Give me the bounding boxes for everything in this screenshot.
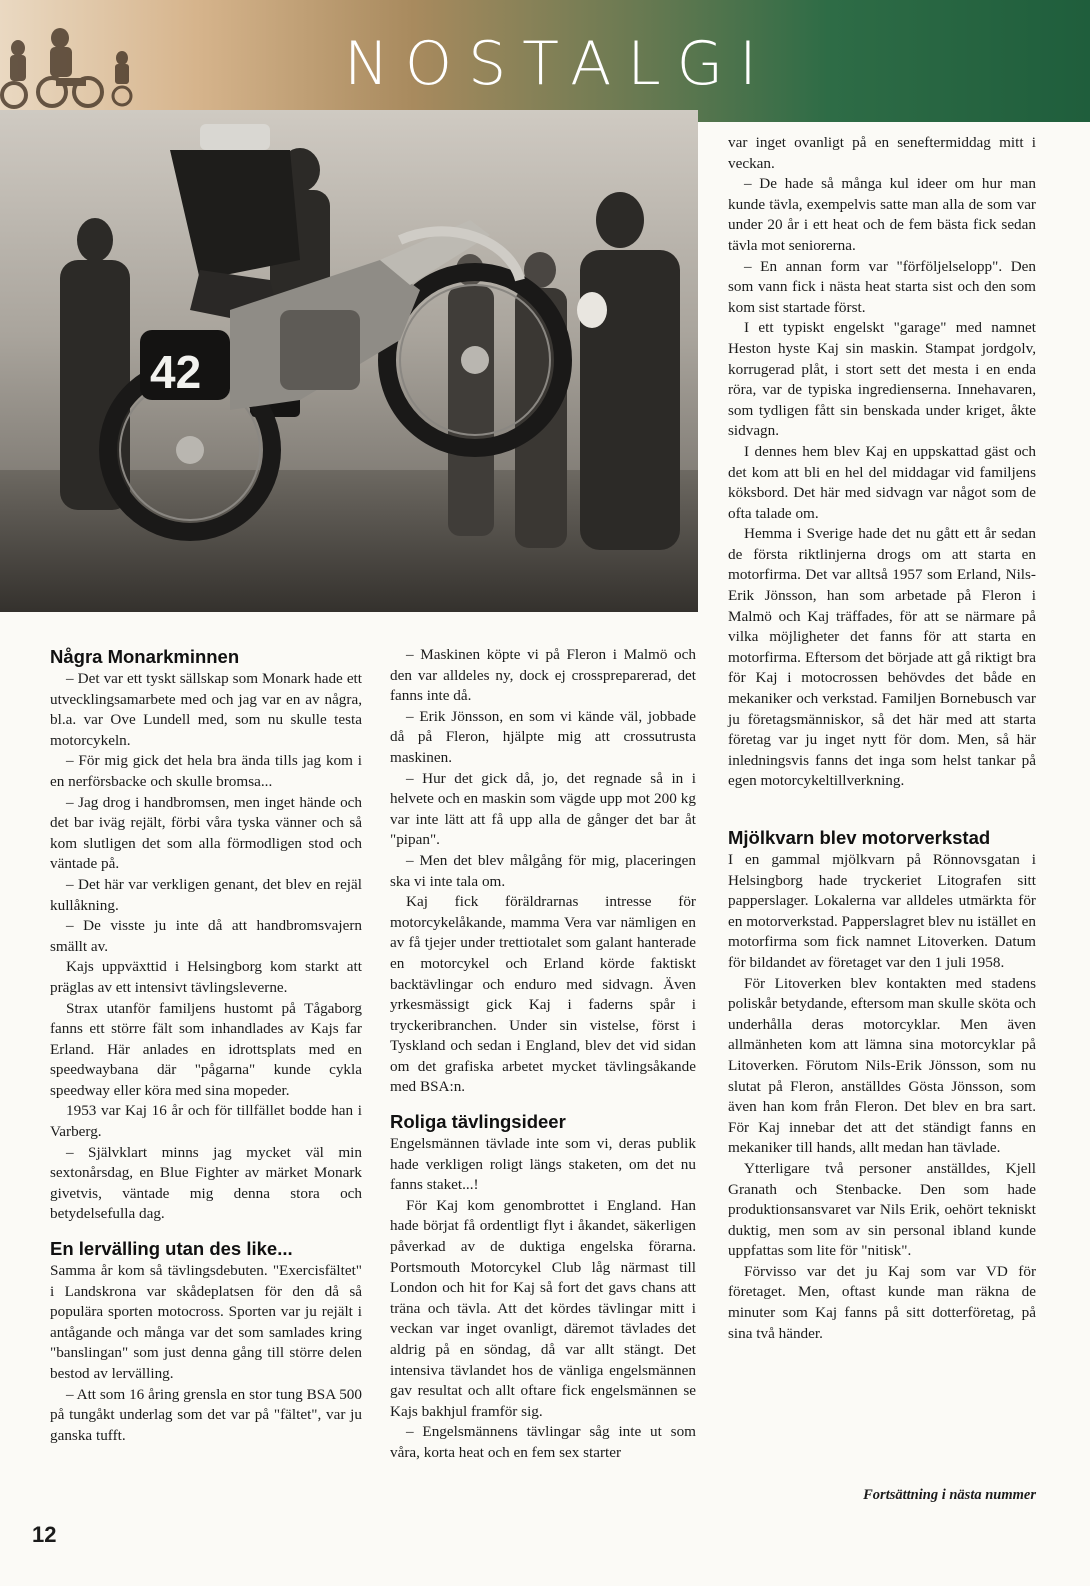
section-heading: Mjölkvarn blev motorverkstad [728,827,991,848]
column-3 [728,133,1036,1344]
paragraph: – Självklart minns jag mycket väl min sextonårsdag, en Blue Fighter av märket Monark givetvis, väntade mig denna stora och betydelsefulla dag. [50,1143,362,1223]
section-heading: Några Monarkminnen [50,646,240,667]
paragraph: Strax utanför familjens hustomt på Tågaborg fanns ett större fält som inhandlades av Kajs far Erland. Här anlades en idrottsplats med en speedwaybana där "pågarna" kunde cykla speedway eller köra med sina mopeder. [50,999,362,1099]
paragraph: Hemma i Sverige hade det nu gått ett år sedan de första riktlinjerna drogs om att starta en motorfirma. Det var alltså 1957 som Erland, Nils-Erik Jönsson, han som arbetade på Fleron i Malmö och Kaj träffades, för att se närmare på vilka möjligheter det fanns för att starta en motorfirma. Eftersom det började att gå riktigt bra för Kaj i motocrossen behövdes det både en mekaniker och verkstad. Familjen Bornebusch var ju företagsmänniskor, så det här med att starta företag var ju inget nytt för dom. Men, så här inledningsvis fanns det inga som helst tankar på egen motorcykeltillverkning. [728,525,1036,790]
paragraph: – De visste ju inte då att handbromsvajern smällt av. [50,917,362,955]
paragraph: Förvisso var det ju Kaj som var VD för företaget. Men, oftast kunde man räkna de minuter som Kaj fanns på sitt dotterföretag, på sina två händer. [728,1262,1036,1342]
paragraph: – En annan form var "förföljelselopp". Den som vann fick i nästa heat starta sist och den som kom sist startade först. [728,257,1036,316]
paragraph: – Engelsmännens tävlingar såg inte ut som våra, korta heat och en fem sex starter [390,1423,696,1461]
paragraph: – Maskinen köpte vi på Fleron i Malmö och den var alldeles ny, dock ej crosspreparerad, det fanns inte då. [390,646,696,705]
paragraph: I ett typiskt engelskt "garage" med namnet Heston hyste Kaj sin maskin. Stampat jordgolv, korrugerad plåt, i stort sett det mesta i en enda röra, var de typiska ingredienserna. Innehavaren, som tydligen fått sin benskada under kriget, åkte sidvagn. [728,319,1036,440]
paragraph: – De hade så många kul ideer om hur man kunde tävla, exempelvis satte man alla de som var under 20 år i ett heat och de fem bästa fick sedan tävla mot seniorerna. [728,175,1036,254]
paragraph: var inget ovanligt på en seneftermiddag mitt i veckan. [728,134,1036,172]
paragraph: – Erik Jönsson, en som vi kände väl, jobbade då på Fleron, hjälpte mig att crossutrusta maskinen. [390,707,696,766]
number-plate-text: 42 [150,346,202,398]
paragraph: I dennes hem blev Kaj en uppskattad gäst och det kom att bli en hel del middagar vid familjens köksbord. Det här med sidvagn var något som de ofta talade om. [728,442,1036,522]
paragraph: I en gammal mjölkvarn på Rönnovsgatan i Helsingborg hade tryckeriet Litografen sitt papperslager. Lokalerna var alldeles utmärkta för en motorverkstad. Papperslagret blev nu istället en motorfirma som fick namnet Litoverken. Datum för bildandet av företaget var den 1 juli 1958. [728,851,1036,971]
paragraph: Ytterligare två personer anställdes, Kjell Granath och Stenbacke. Den som hade produktionsansvaret var Nils Erik, oehört tekniskt duktig, men som av sin personal ibland kunde uppfattas som lite för "nitisk". [728,1159,1036,1260]
column-1 [50,645,362,1446]
riders-silhouette-image [0,0,160,122]
section-heading: En lervälling utan des like... [50,1238,293,1260]
paragraph: – Det här var verkligen genant, det blev en rejäl kullåkning. [50,875,362,914]
paragraph: – Men det blev målgång för mig, placeringen ska vi inte tala om. [390,851,696,890]
paragraph: För Litoverken blev kontakten med stadens poliskår betydande, eftersom man skulle sköta och underhålla deras motorcyklar. Men även allmänheten kom att lämna sina motorcyklar på Litoverken. Förutom Nils-Erik Jönsson, som nu slutat på Fleron, anställdes Gösta Jönsson, som även han kom från Fleron. Det blev en bra sart. För Kaj innebar det att det ständigt fanns en mekaniker till hands, allt medan han tävlade. [728,974,1036,1157]
paragraph: 1953 var Kaj 16 år och för tillfället bodde han i Varberg. [50,1102,362,1141]
header-banner [0,0,1090,122]
continued-note: Fortsättning i nästa nummer [863,1487,1036,1503]
paragraph: Kaj fick föräldrarnas intresse för motorcykelåkande, mamma Vera var nämligen en av få tjejer under trettiotalet som galant hanterade en motorcykel och Erland körde faktiskt backtävlingar och enduro med sidvagn. Även yrkesmässigt gick Kaj i faderns spår i tryckeribranchen. Under sin vistelse, först i Tyskland och sedan i England, blev det vid sidan om det grafiska arbetet mycket tävlingsåkande med BSA:n. [390,893,696,1096]
paragraph: – Jag drog i handbromsen, men inget hände och det bar iväg rejält, förbi våra tyska vänner och så kom slutligen det som alla förmodligen stod och väntade på. [50,793,362,873]
paragraph: – Det var ett tyskt sällskap som Monark hade ett utvecklingsamarbete med och jag var en av några, bl.a. var Ove Lundell med, som nu skulle testa motorcykeln. [50,670,362,749]
paragraph: – Hur det gick då, jo, det regnade så in i helvete och en maskin som vägde upp mot 200 kg var inte lätt att få upp alla de gånger det bar åt "pipan". [390,769,696,849]
paragraph: Kajs uppväxttid i Helsingborg kom starkt att präglas av ett intensivt tävlingsleverne. [50,958,362,996]
paragraph: För Kaj kom genombrottet i England. Han hade börjat få ordentligt flyt i åkandet, säkerligen påverkad av de duktiga engelska förarna. Portsmouth Motorcykel Club låg närmast till London och hit for Kaj så fort det gavs chans att träna och tävla. Att det kördes tävlingar mitt i veckan var inget ovanligt, däremot tävlades det aldrig på en söndag, då var allt stängt. Det intensiva tävlandet hos de vänliga engelsmännen gav resultat och allt oftare fick engelsmännen se Kajs bakhjul framför sig. [390,1196,696,1420]
motocross-photo [0,110,698,612]
paragraph: Samma år kom så tävlingsdebuten. "Exercisfältet" i Landskrona var skådeplatsen för den då så populära sporten motocross. Sporten var ju rejält i antågande och många var det som samlades kring "banslingan" som just denna gång till större delen bestod av lervälling. [50,1262,362,1382]
paragraph: – Att som 16 åring grensla en stor tung BSA 500 på tungåkt underlag som det var på "fältet", var ju ganska tufft. [50,1385,362,1444]
page-number: 12 [32,1522,57,1547]
paragraph: Engelsmännen tävlade inte som vi, deras publik hade verkligen roligt längs staketen, om det nu fanns staket...! [390,1135,696,1194]
paragraph: – För mig gick det hela bra ända tills jag kom i en nerförsbacke och skulle bromsa... [50,752,362,790]
header-title: NOSTALGI [344,29,773,99]
column-2 [390,645,696,1464]
section-heading: Roliga tävlingsideer [390,1111,566,1133]
